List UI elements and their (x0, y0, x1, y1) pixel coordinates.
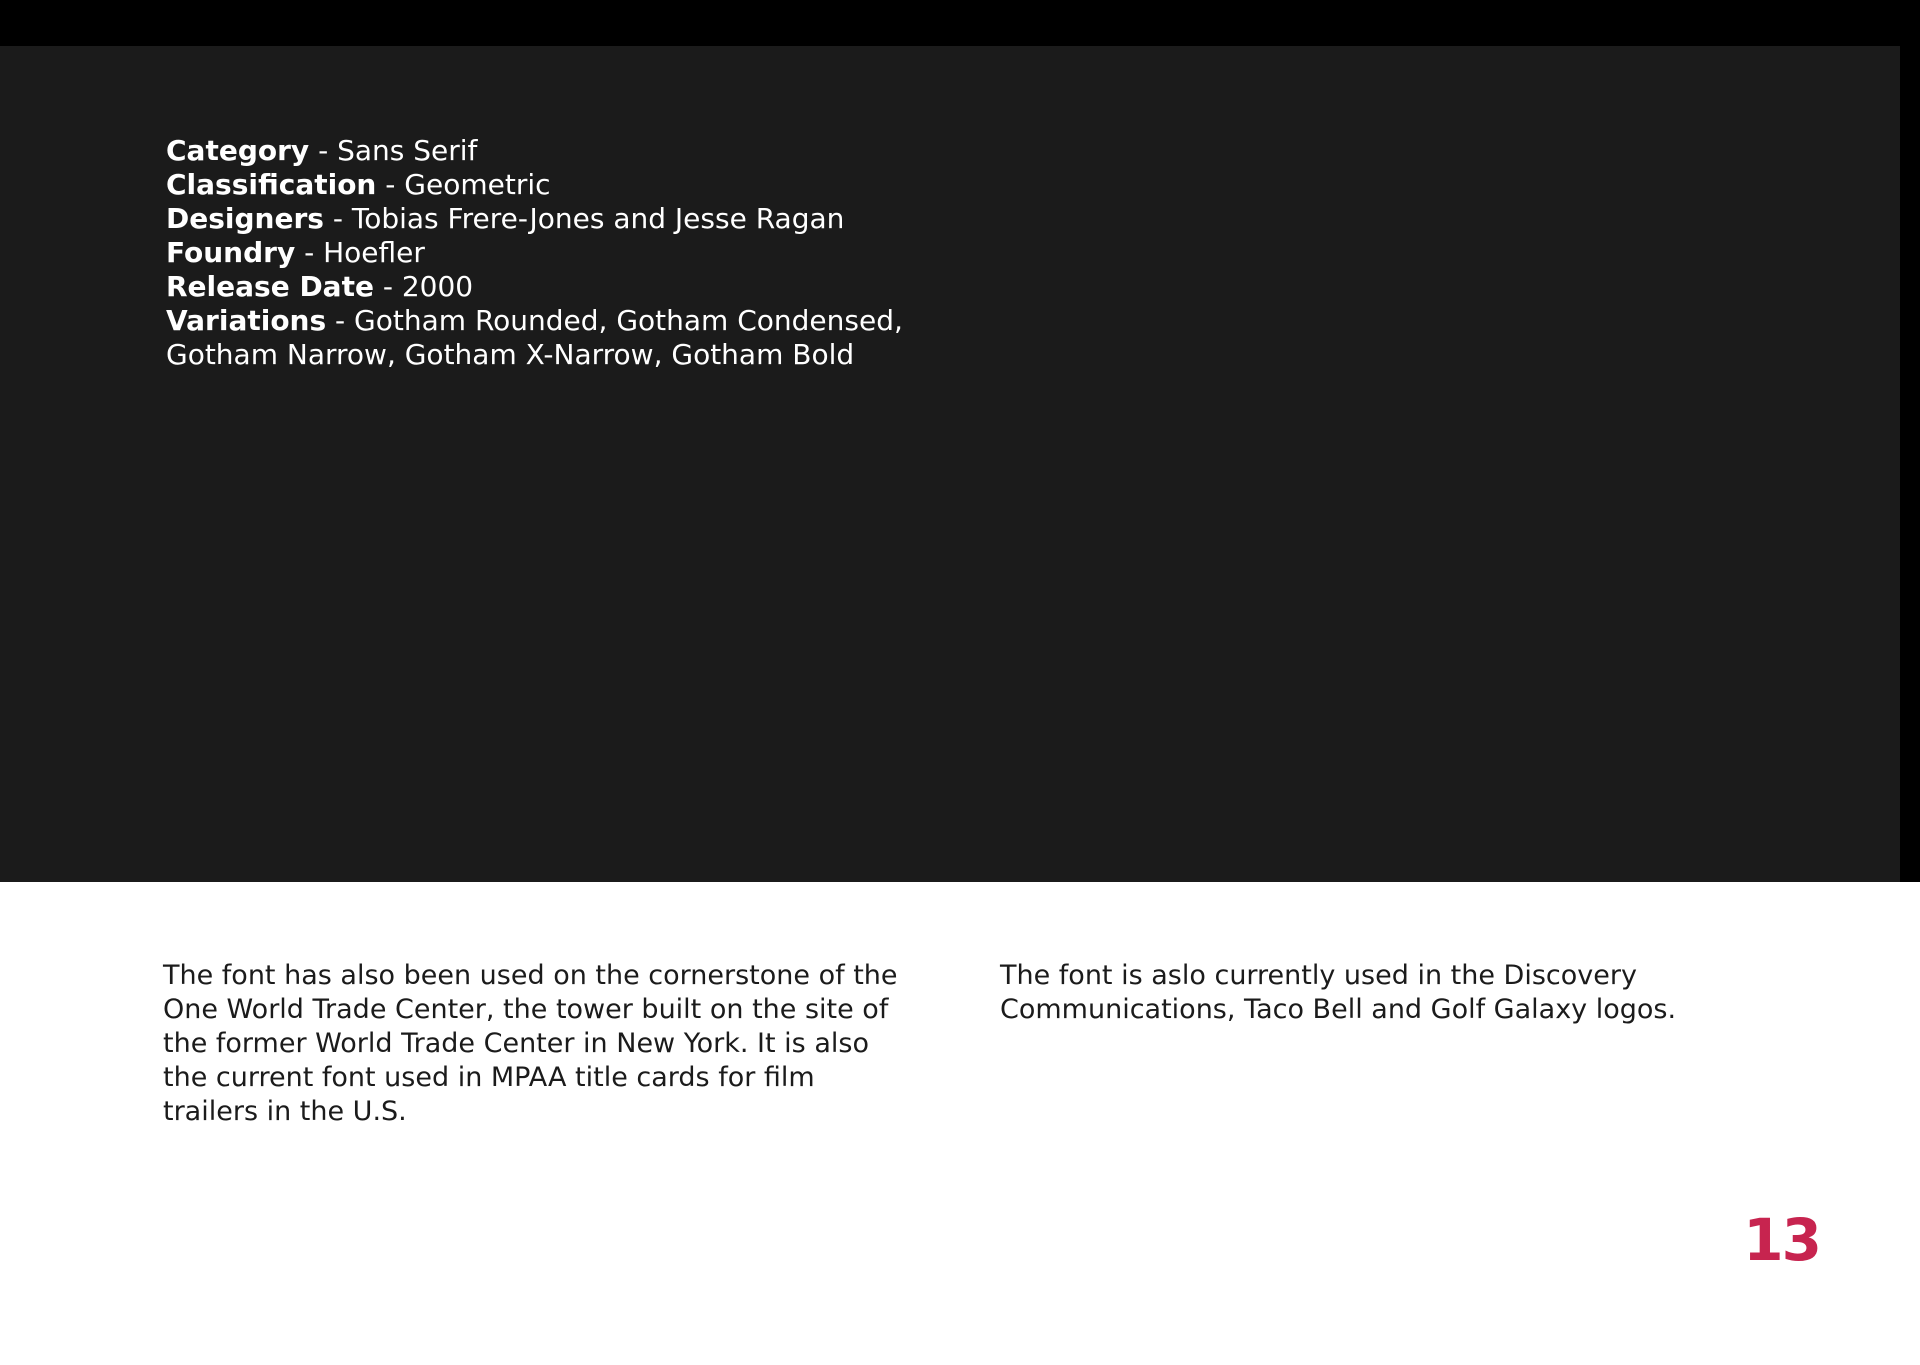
top-bar (0, 0, 1920, 46)
spec-value: - Hoefler (295, 236, 425, 269)
spec-variations (166, 304, 926, 372)
spec-value: - Gotham Rounded, Gotham Condensed, Gotham Narrow, Gotham X-Narrow, Gotham Bold (166, 304, 903, 371)
spec-classification (166, 168, 926, 202)
spec-foundry (166, 236, 926, 270)
spec-value: - 2000 (373, 270, 474, 303)
right-edge-strip (1900, 0, 1920, 882)
spec-value: - Tobias Frere-Jones and Jesse Ragan (323, 202, 845, 235)
spec-list (166, 134, 926, 372)
spec-key: Variations (166, 304, 327, 337)
spec-key: Designers (166, 202, 324, 235)
body-text-left: The font has also been used on the cornerstone of the One World Trade Center, the tower built on the site of the former World Trade Center in New York. It is also the current font used in MPAA title cards for film trailers in the U.S. (163, 960, 898, 1127)
spec-key: Foundry (166, 236, 296, 269)
spec-value: - Sans Serif (309, 134, 478, 167)
spec-designers (166, 202, 926, 236)
page-number: 13 (1743, 1206, 1820, 1274)
spec-key: Classification (166, 168, 377, 201)
spec-key: Release Date (166, 270, 374, 303)
spec-release-date (166, 270, 926, 304)
body-text-right: The font is aslo currently used in the Discovery Communications, Taco Bell and Golf Galaxy logos. (1000, 960, 1677, 1025)
spec-value: - Geometric (376, 168, 551, 201)
spec-category (166, 134, 926, 168)
spec-key: Category (166, 134, 310, 167)
